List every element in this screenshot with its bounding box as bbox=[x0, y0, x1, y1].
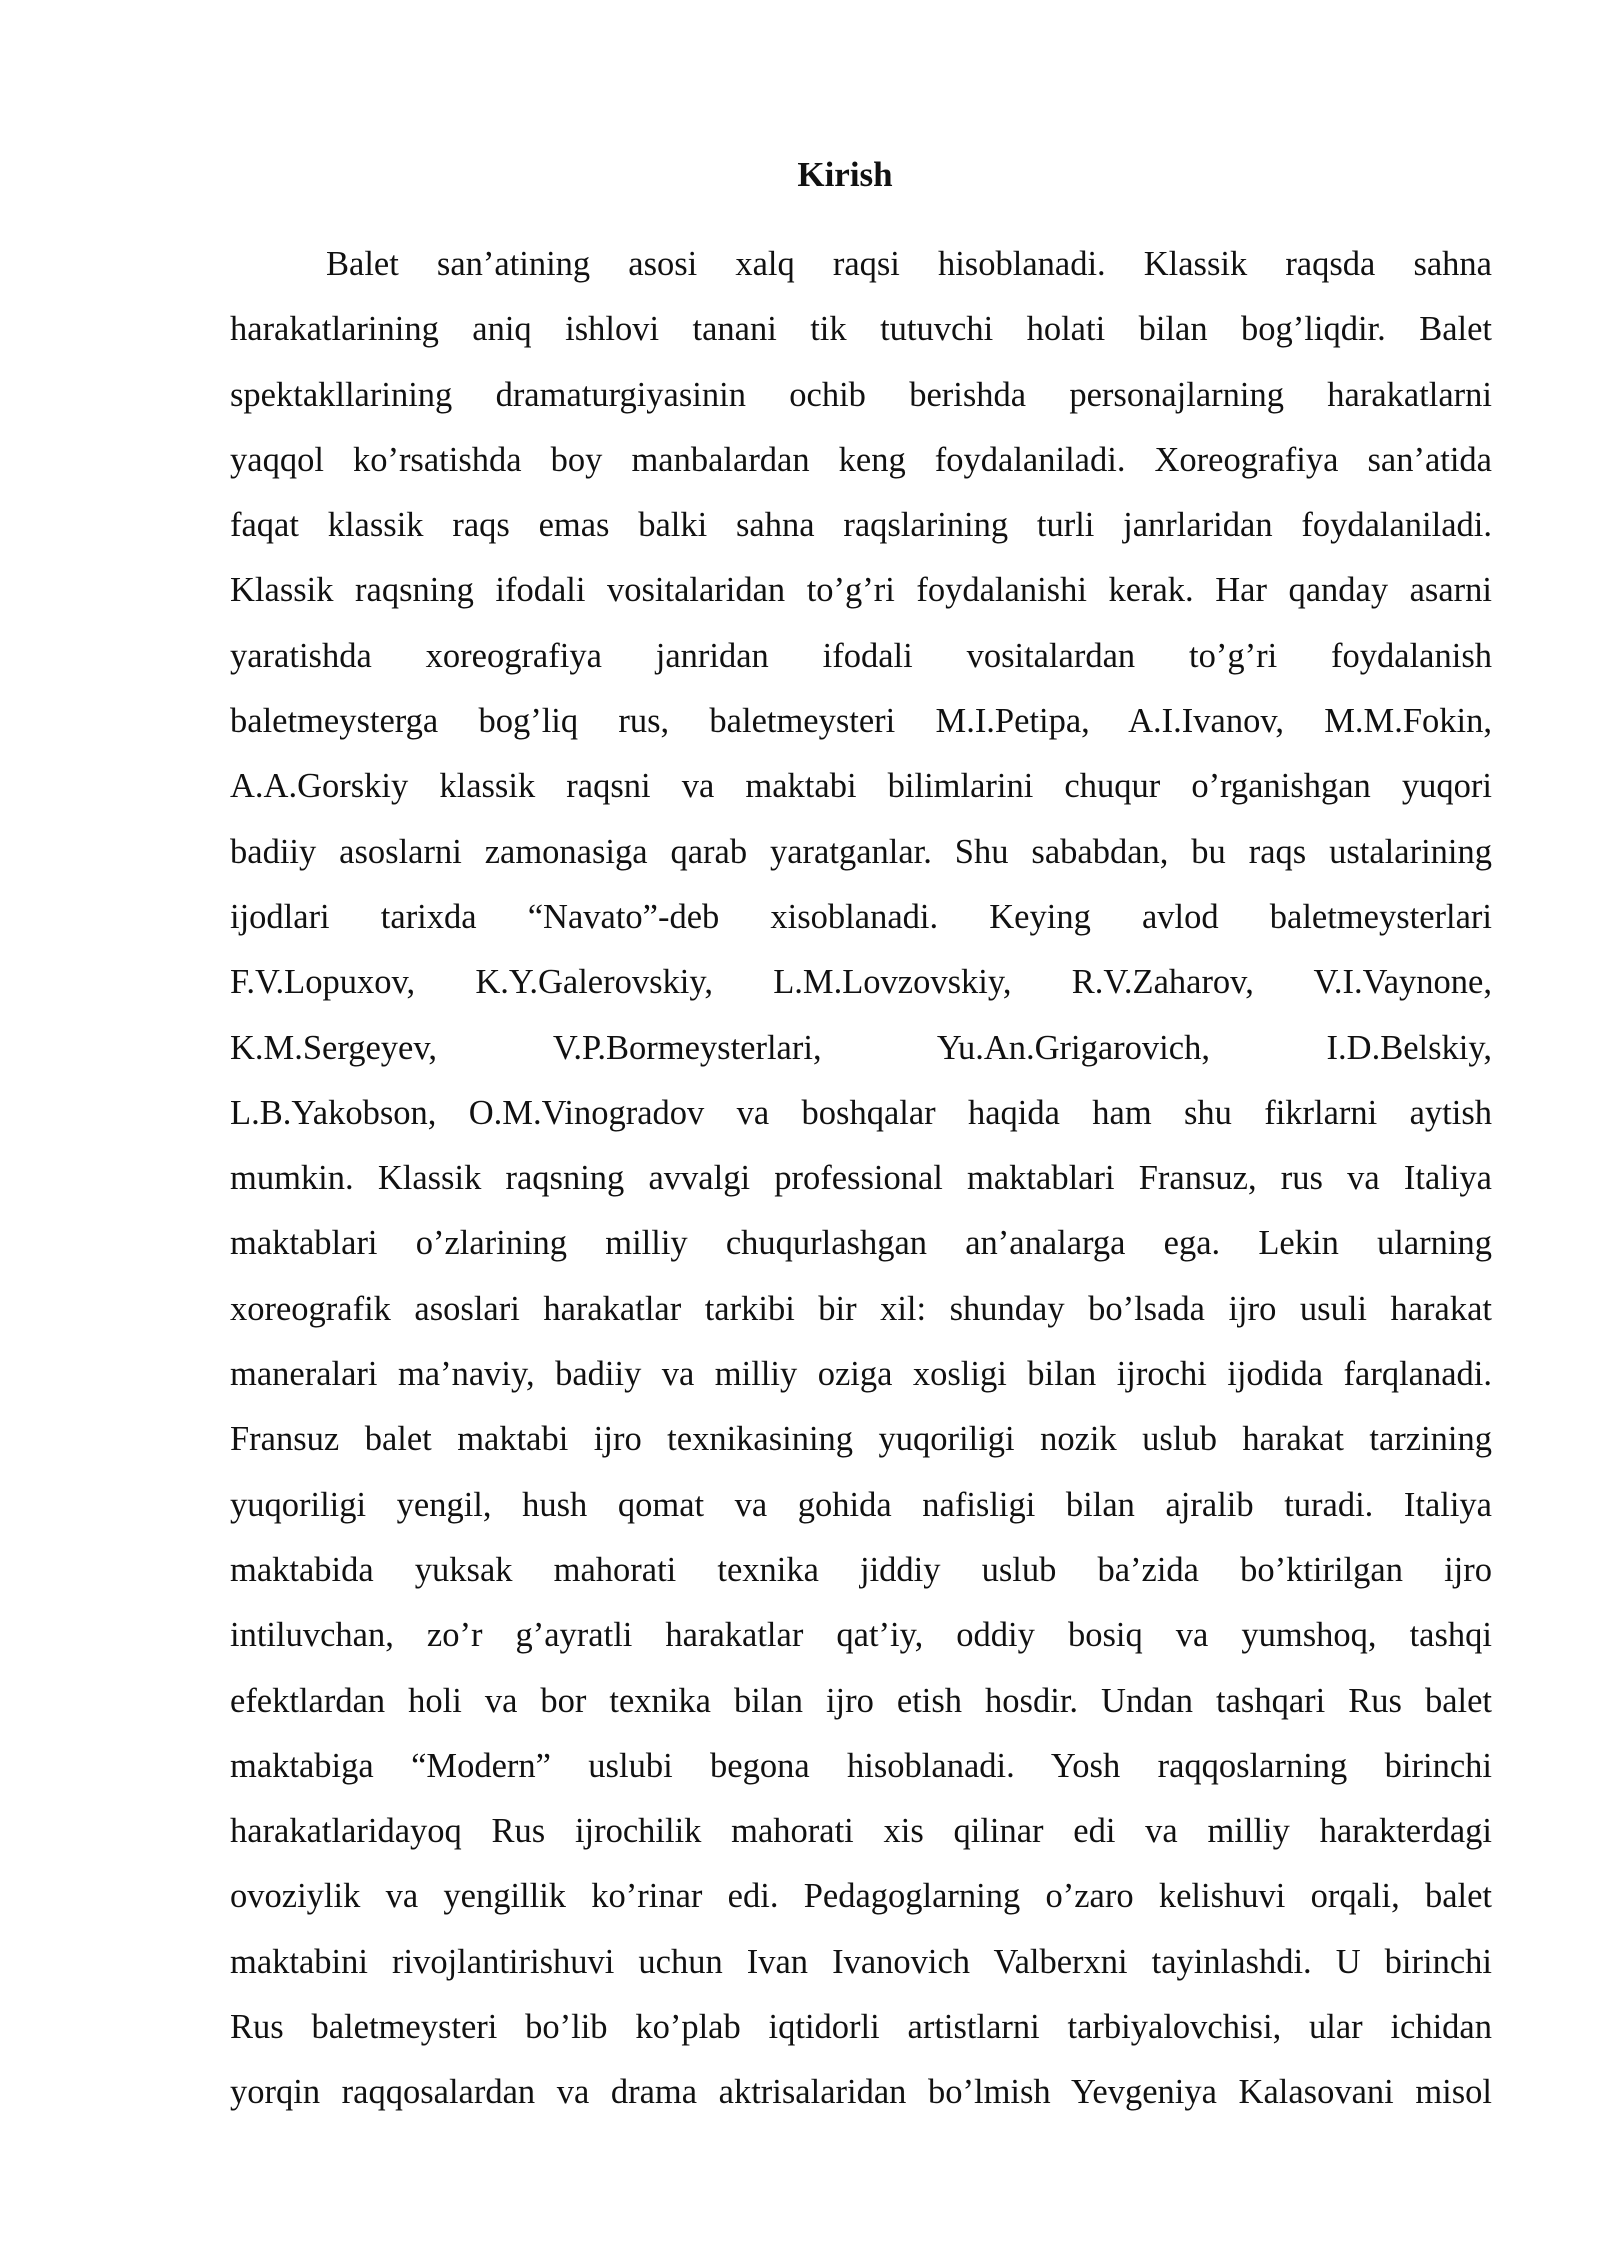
paragraph-line: badiiy asoslarni zamonasiga qarab yaratganlar. Shu sababdan, bu raqs ustalarining bbox=[230, 832, 1492, 871]
paragraph-line: yorqin raqqosalardan va drama aktrisalaridan bo’lmish Yevgeniya Kalasovani misol bbox=[230, 2073, 1492, 2112]
paragraph-line: maktabida yuksak mahorati texnika jiddiy uslub ba’zida bo’ktirilgan ijro bbox=[230, 1550, 1492, 1589]
paragraph-line: faqat klassik raqs emas balki sahna raqslarining turli janrlaridan foydalaniladi. bbox=[230, 506, 1492, 545]
paragraph-line: intiluvchan, zo’r g’ayratli harakatlar qat’iy, oddiy bosiq va yumshoq, tashqi bbox=[230, 1616, 1492, 1655]
paragraph-line: ovoziylik va yengillik ko’rinar edi. Pedagoglarning o’zaro kelishuvi orqali, balet bbox=[230, 1877, 1492, 1916]
paragraph-line: xoreografik asoslari harakatlar tarkibi bir xil: shunday bo’lsada ijro usuli harakat bbox=[230, 1289, 1492, 1328]
paragraph-line: yuqoriligi yengil, hush qomat va gohida nafisligi bilan ajralib turadi. Italiya bbox=[230, 1485, 1492, 1524]
paragraph-line: spektakllarining dramaturgiyasinin ochib berishda personajlarning harakatlarni bbox=[230, 375, 1492, 414]
paragraph-line: baletmeysterga bog’liq rus, baletmeysteri M.I.Petipa, A.I.Ivanov, M.M.Fokin, bbox=[230, 702, 1492, 741]
paragraph-line: A.A.Gorskiy klassik raqsni va maktabi bilimlarini chuqur o’rganishgan yuqori bbox=[230, 767, 1492, 806]
paragraph-line: Balet san’atining asosi xalq raqsi hisoblanadi. Klassik raqsda sahna bbox=[326, 245, 1492, 283]
paragraph-line: K.M.Sergeyev, V.P.Bormeysterlari, Yu.An.Grigarovich, I.D.Belskiy, bbox=[230, 1028, 1492, 1067]
paragraph-line: F.V.Lopuxov, K.Y.Galerovskiy, L.M.Lovzovskiy, R.V.Zaharov, V.I.Vaynone, bbox=[230, 963, 1492, 1002]
paragraph-line: Fransuz balet maktabi ijro texnikasining yuqoriligi nozik uslub harakat tarzining bbox=[230, 1420, 1492, 1459]
paragraph-line: Klassik raqsning ifodali vositalaridan to’g’ri foydalanishi kerak. Har qanday asarni bbox=[230, 571, 1492, 610]
paragraph-line: maktabiga “Modern” uslubi begona hisoblanadi. Yosh raqqoslarning birinchi bbox=[230, 1746, 1492, 1785]
paragraph-line: mumkin. Klassik raqsning avvalgi professional maktablari Fransuz, rus va Italiya bbox=[230, 1159, 1492, 1198]
body-paragraph bbox=[230, 232, 1492, 2126]
paragraph-line: Rus baletmeysteri bo’lib ko’plab iqtidorli artistlarni tarbiyalovchisi, ular ichidan bbox=[230, 2008, 1492, 2047]
paragraph-line: L.B.Yakobson, O.M.Vinogradov va boshqalar haqida ham shu fikrlarni aytish bbox=[230, 1093, 1492, 1132]
paragraph-line: efektlardan holi va bor texnika bilan ijro etish hosdir. Undan tashqari Rus balet bbox=[230, 1681, 1492, 1720]
paragraph-line: maneralari ma’naviy, badiiy va milliy oziga xosligi bilan ijrochi ijodida farqlanadi. bbox=[230, 1355, 1492, 1394]
paragraph-line: harakatlarining aniq ishlovi tanani tik tutuvchi holati bilan bog’liqdir. Balet bbox=[230, 310, 1492, 349]
paragraph-line: yaqqol ko’rsatishda boy manbalardan keng foydalaniladi. Xoreografiya san’atida bbox=[230, 440, 1492, 479]
paragraph-line: ijodlari tarixda “Navato”-deb xisoblanadi. Keying avlod baletmeysterlari bbox=[230, 897, 1492, 936]
paragraph-line: yaratishda xoreografiya janridan ifodali vositalardan to’g’ri foydalanish bbox=[230, 636, 1492, 675]
paragraph-line: harakatlaridayoq Rus ijrochilik mahorati xis qilinar edi va milliy harakterdagi bbox=[230, 1812, 1492, 1851]
paragraph-line: maktablari o’zlarining milliy chuqurlashgan an’analarga ega. Lekin ularning bbox=[230, 1224, 1492, 1263]
page-title: Kirish bbox=[797, 155, 893, 194]
paragraph-line: maktabini rivojlantirishuvi uchun Ivan Ivanovich Valberxni tayinlashdi. U birinchi bbox=[230, 1942, 1492, 1981]
